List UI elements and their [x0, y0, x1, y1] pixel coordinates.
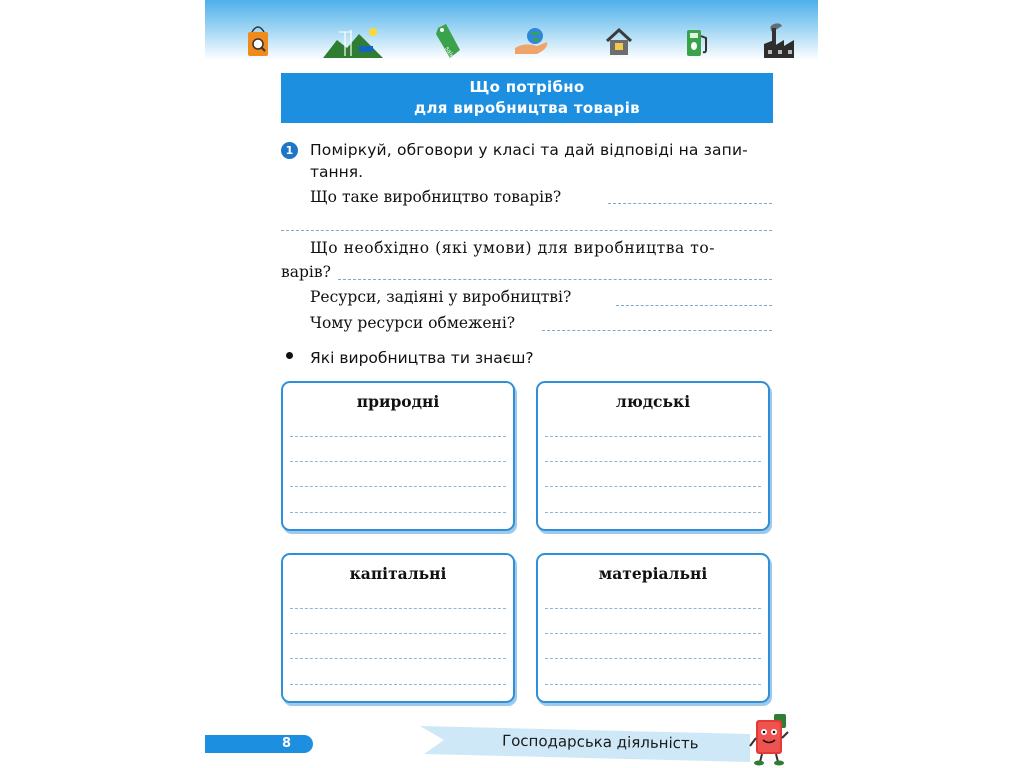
box-answer-line[interactable] — [290, 684, 506, 685]
box-answer-line[interactable] — [545, 461, 761, 462]
shopping-bag-icon — [246, 22, 270, 58]
header-band — [205, 0, 818, 60]
box-title-natural: природні — [356, 392, 440, 411]
question-2-line-2: варів? — [281, 263, 331, 281]
box-material-resources — [536, 553, 770, 703]
page-number: 8 — [205, 735, 313, 753]
page-title — [281, 73, 773, 123]
box-answer-line[interactable] — [545, 512, 761, 513]
answer-line-4[interactable] — [542, 330, 772, 331]
box-answer-line[interactable] — [545, 633, 761, 634]
box-natural-resources — [281, 381, 515, 531]
box-answer-line[interactable] — [545, 486, 761, 487]
hand-globe-icon — [515, 26, 549, 56]
bullet-question: Які виробництва ти знаєш? — [310, 349, 534, 367]
answer-line-1b[interactable] — [281, 230, 772, 231]
answer-line-2[interactable] — [338, 279, 772, 280]
box-human-resources — [536, 381, 770, 531]
box-answer-line[interactable] — [545, 684, 761, 685]
box-answer-line[interactable] — [545, 608, 761, 609]
svg-text:sale: sale — [443, 45, 456, 60]
question-4: Чому ресурси обмежені? — [310, 314, 516, 332]
box-answer-line[interactable] — [290, 461, 506, 462]
house-icon — [605, 28, 633, 56]
question-1: Що таке виробництво товарів? — [310, 188, 562, 206]
factory-icon — [762, 22, 802, 60]
answer-line-1a[interactable] — [608, 203, 772, 204]
title-line-2: для виробництва товарів — [414, 99, 640, 117]
box-answer-line[interactable] — [290, 608, 506, 609]
section-title: Господарська діяльність — [501, 731, 699, 753]
box-title-human: людські — [615, 392, 691, 411]
landscape-icon — [323, 26, 383, 58]
title-line-1: Що потрібно — [469, 78, 585, 96]
fuel-pump-icon — [684, 26, 710, 58]
book-mascot-icon — [748, 712, 792, 766]
box-title-material: матеріальні — [598, 564, 708, 583]
box-answer-line[interactable] — [290, 436, 506, 437]
task-number-badge: 1 — [281, 142, 298, 159]
box-answer-line[interactable] — [290, 512, 506, 513]
question-2-line-1: Що необхідно (які умови) для виробництва то- — [310, 239, 716, 257]
answer-line-3[interactable] — [616, 305, 772, 306]
box-answer-line[interactable] — [545, 658, 761, 659]
task-intro-line-2: тання. — [310, 163, 364, 181]
box-title-capital: капітальні — [349, 564, 447, 583]
box-capital-resources — [281, 553, 515, 703]
box-answer-line[interactable] — [290, 658, 506, 659]
question-3: Ресурси, задіяні у виробництві? — [310, 288, 572, 306]
bullet-point — [286, 352, 293, 359]
box-answer-line[interactable] — [290, 486, 506, 487]
task-intro-line-1: Поміркуй, обговори у класі та дай відповіді на запи- — [310, 141, 748, 159]
price-tag-icon — [432, 24, 462, 60]
box-answer-line[interactable] — [290, 633, 506, 634]
box-answer-line[interactable] — [545, 436, 761, 437]
